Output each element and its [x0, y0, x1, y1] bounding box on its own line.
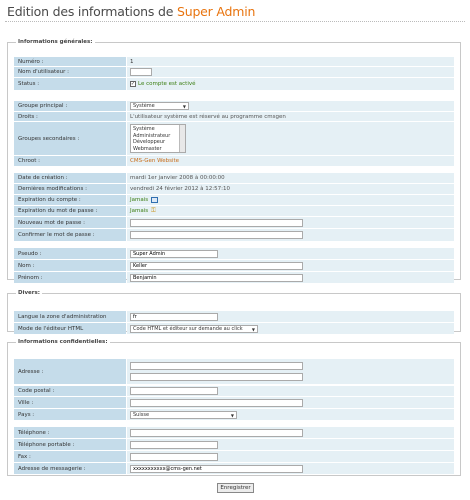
username-field[interactable]: [130, 68, 152, 76]
prenom-row: [14, 272, 454, 283]
divers-legend: Divers:: [18, 290, 40, 296]
editor-mode-value: Code HTML et éditeur sur demande au click: [133, 325, 243, 332]
group-select[interactable]: [130, 102, 189, 110]
prenom-field[interactable]: [130, 274, 303, 282]
status-label: Status :: [14, 78, 126, 90]
confirm-password-row: [14, 229, 454, 241]
chevron-down-icon: ▼: [182, 104, 186, 109]
created-row: [14, 173, 454, 183]
key-icon[interactable]: ⚿: [151, 207, 156, 214]
nom-field[interactable]: [130, 262, 303, 270]
account-expiration-value: Jamais: [130, 197, 149, 203]
list-item[interactable]: Webmaster: [133, 145, 162, 152]
adresse-line2-field[interactable]: [130, 373, 303, 381]
language-label: Langue la zone d'administration: [14, 311, 126, 322]
modified-value: vendredi 24 février 2012 à 12:57:10: [127, 184, 454, 194]
account-expiration-row: [14, 195, 454, 205]
email-field[interactable]: [130, 465, 303, 473]
list-item[interactable]: Administrateur: [133, 132, 171, 139]
created-value: mardi 1er janvier 2008 à 00:00:00: [127, 173, 454, 183]
country-row: [14, 409, 454, 420]
droits-row: [14, 112, 454, 121]
editor-mode-row: [14, 323, 454, 334]
postal-code-field[interactable]: [130, 387, 218, 395]
secondary-groups-row: [14, 122, 454, 155]
modified-label: Dernières modifications :: [14, 184, 126, 194]
postal-code-row: [14, 386, 454, 396]
fax-field[interactable]: [130, 453, 218, 461]
divers-section: [7, 290, 461, 332]
chroot-label: Chroot :: [14, 156, 126, 166]
pseudo-label: Pseudo :: [14, 248, 126, 259]
new-password-label: Nouveau mot de passe :: [14, 217, 126, 228]
secondary-groups-list[interactable]: [130, 124, 186, 153]
general-info-legend: Informations générales:: [18, 39, 93, 45]
chevron-down-icon: ▼: [230, 412, 234, 418]
status-text: Le compte est activé: [138, 81, 196, 87]
mobile-row: [14, 439, 454, 450]
calendar-icon[interactable]: [151, 197, 158, 203]
editor-mode-select[interactable]: [130, 325, 258, 333]
adresse-label: Adresse :: [14, 359, 126, 384]
language-row: [14, 311, 454, 322]
email-label: Adresse de messagerie :: [14, 463, 126, 474]
modified-row: [14, 184, 454, 194]
list-item[interactable]: Système: [133, 126, 155, 132]
created-label: Date de création :: [14, 173, 126, 183]
confirm-password-field[interactable]: [130, 231, 303, 239]
chevron-down-icon: ▼: [251, 326, 255, 332]
postal-code-label: Code postal :: [14, 386, 126, 396]
confirm-password-label: Confirmer le mot de passe :: [14, 229, 126, 241]
email-row: [14, 463, 454, 474]
password-expiration-label: Expiration du mot de passe :: [14, 206, 126, 216]
listbox-scrollbar[interactable]: [179, 125, 185, 152]
group-select-value: Système: [133, 103, 155, 109]
status-checkbox[interactable]: ✓: [130, 81, 136, 87]
country-value: Suisse: [133, 411, 150, 418]
username-row: [14, 67, 454, 77]
mobile-field[interactable]: [130, 441, 218, 449]
list-item[interactable]: Développeur: [133, 139, 166, 145]
password-expiration-value: Jamais: [130, 208, 149, 214]
droits-label: Droits :: [14, 112, 126, 121]
page-title-user-name: Super Admin: [176, 4, 256, 19]
username-label: Nom d'utilisateur :: [14, 67, 126, 77]
country-label: Pays :: [14, 409, 126, 420]
city-row: [14, 397, 454, 408]
mobile-label: Téléphone portable :: [14, 439, 126, 450]
group-label: Groupe principal :: [14, 101, 126, 111]
new-password-row: [14, 217, 454, 228]
city-field[interactable]: [130, 399, 303, 407]
confidential-legend: Informations confidentielles:: [18, 339, 108, 345]
password-expiration-row: [14, 206, 454, 216]
city-label: Ville :: [14, 397, 126, 408]
phone-label: Téléphone :: [14, 427, 126, 438]
country-select[interactable]: [130, 411, 237, 419]
confidential-section: [7, 339, 461, 476]
fax-label: Fax :: [14, 451, 126, 462]
secondary-groups-label: Groupes secondaires :: [14, 122, 126, 155]
numero-row: [14, 57, 454, 66]
editor-mode-label: Mode de l'éditeur HTML: [14, 323, 126, 334]
fax-row: [14, 451, 454, 462]
numero-label: Numéro :: [14, 57, 126, 66]
phone-row: [14, 427, 454, 438]
nom-row: [14, 260, 454, 271]
language-field[interactable]: [130, 313, 218, 321]
prenom-label: Prénom :: [14, 272, 126, 283]
status-row: [14, 78, 454, 90]
general-info-section: [7, 39, 461, 280]
numero-value: 1: [127, 57, 454, 66]
phone-field[interactable]: [130, 429, 303, 437]
page-title: [7, 4, 255, 19]
adresse-row: [14, 359, 454, 384]
nom-label: Nom :: [14, 260, 126, 271]
chroot-row: [14, 156, 454, 166]
page-title-prefix: Edition des informations de: [7, 4, 174, 19]
pseudo-row: [14, 248, 454, 259]
account-expiration-label: Expiration du compte :: [14, 195, 126, 205]
save-button[interactable]: Enregistrer: [217, 483, 254, 493]
title-divider: [5, 21, 465, 22]
new-password-field[interactable]: [130, 219, 303, 227]
adresse-line1-field[interactable]: [130, 362, 303, 370]
droits-value: L'utilisateur système est réservé au programme cmsgen: [127, 112, 454, 121]
chroot-value: CMS-Gen Website: [127, 156, 454, 166]
pseudo-field[interactable]: [130, 250, 218, 258]
group-row: [14, 101, 454, 111]
